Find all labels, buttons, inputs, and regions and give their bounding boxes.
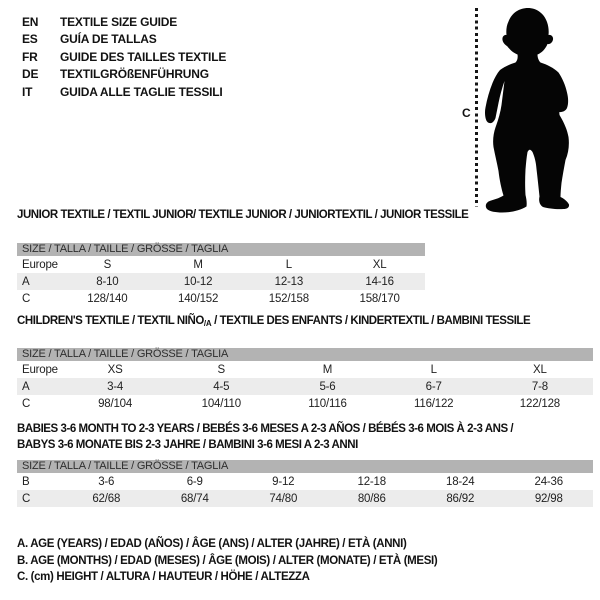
age-cell: 12-18 xyxy=(357,475,386,488)
age-cell: 6-9 xyxy=(186,475,203,488)
size-table-header: SIZE / TALLA / TAILLE / GRÖSSE / TAGLIA xyxy=(17,243,425,256)
baby-silhouette-icon xyxy=(484,8,584,215)
section-babies-textile xyxy=(17,421,593,507)
height-cell: 92/98 xyxy=(534,492,563,505)
age-cell: 8-10 xyxy=(96,275,119,288)
section-title-text: / TEXTILE DES ENFANTS / KINDERTEXTIL / BAMBINI TESSILE xyxy=(211,315,531,327)
size-cell: XL xyxy=(533,363,547,376)
size-cell: S xyxy=(217,363,226,376)
table-row-height xyxy=(17,395,593,412)
section-title: JUNIOR TEXTILE / TEXTIL JUNIOR/ TEXTILE JUNIOR / JUNIORTEXTIL / JUNIOR TESSILE xyxy=(17,209,469,221)
age-cell: 24-36 xyxy=(534,475,563,488)
height-cell: 128/140 xyxy=(87,292,128,305)
size-cell: S xyxy=(103,258,112,271)
language-code: FR xyxy=(22,49,38,64)
height-cell: 116/122 xyxy=(414,397,454,410)
language-row-fr xyxy=(22,48,226,66)
size-cell: L xyxy=(285,258,292,271)
height-cell: 86/92 xyxy=(446,492,475,505)
section-title-subscript: /A xyxy=(203,319,212,328)
age-cell: 7-8 xyxy=(531,380,548,393)
age-cell: 14-16 xyxy=(365,275,394,288)
language-code: DE xyxy=(22,67,39,82)
language-row-it xyxy=(22,83,226,101)
babies-size-table xyxy=(17,460,593,507)
age-cell: 3-4 xyxy=(107,380,124,393)
language-title-list xyxy=(22,13,226,101)
baby-figure xyxy=(458,6,593,218)
section-title-line1: BABIES 3-6 MONTH TO 2-3 YEARS / BEBÉS 3-6 MESES A 2-3 AÑOS / BÉBÉS 3-6 MOIS À 2-3 ANS / xyxy=(17,423,514,435)
age-cell: 3-6 xyxy=(98,475,115,488)
table-row-age-years xyxy=(17,273,425,290)
size-cell: XL xyxy=(372,258,387,271)
footnote-height: C. (cm) HEIGHT / ALTURA / HAUTEUR / HÖHE / ALTEZZA xyxy=(17,571,310,583)
language-row-de xyxy=(22,66,226,84)
age-cell: 5-6 xyxy=(319,380,336,393)
language-row-en xyxy=(22,13,226,31)
height-cell: 158/170 xyxy=(359,292,400,305)
language-title: TEXTILGRÖßENFÜHRUNG xyxy=(60,67,209,82)
table-row-height xyxy=(17,290,425,307)
height-dotted-line xyxy=(475,8,478,207)
row-label: B xyxy=(22,475,30,488)
section-junior-textile xyxy=(17,207,469,307)
footnote-age-years: A. AGE (YEARS) / EDAD (AÑOS) / ÂGE (ANS) / ALTER (JAHRE) / ETÀ (ANNI) xyxy=(17,538,407,550)
height-cell: 122/128 xyxy=(519,397,560,410)
language-title: GUÍA DE TALLAS xyxy=(60,32,157,47)
height-cell: 110/116 xyxy=(308,397,347,410)
table-row-europe xyxy=(17,256,425,273)
age-cell: 9-12 xyxy=(272,475,295,488)
row-label: C xyxy=(22,292,31,305)
row-label: Europe xyxy=(22,258,58,271)
section-children-textile xyxy=(17,313,593,412)
height-cell: 68/74 xyxy=(180,492,209,505)
legend-footnotes xyxy=(17,536,437,586)
language-title: GUIDE DES TAILLES TEXTILE xyxy=(60,49,227,64)
children-size-table xyxy=(17,348,593,412)
size-table-header: SIZE / TALLA / TAILLE / GRÖSSE / TAGLIA xyxy=(17,460,593,473)
language-title: TEXTILE SIZE GUIDE xyxy=(60,14,178,29)
height-cell: 152/158 xyxy=(268,292,309,305)
language-code: EN xyxy=(22,14,39,29)
row-label: Europe xyxy=(22,363,58,376)
height-cell: 80/86 xyxy=(357,492,386,505)
table-row-age-years xyxy=(17,378,593,395)
footnote-age-months: B. AGE (MONTHS) / EDAD (MESES) / ÂGE (MOIS) / ALTER (MONATE) / ETÀ (MESI) xyxy=(17,554,438,567)
height-cell: 104/110 xyxy=(201,397,241,410)
size-cell: M xyxy=(322,363,333,376)
section-title-line2: BABYS 3-6 MONATE BIS 2-3 JAHRE / BAMBINI 3-6 MESI A 2-3 ANNI xyxy=(17,439,358,451)
age-cell: 10-12 xyxy=(183,275,213,288)
language-code: IT xyxy=(22,84,33,99)
age-cell: 12-13 xyxy=(274,275,304,288)
language-title: GUIDA ALLE TAGLIE TESSILI xyxy=(60,84,223,99)
table-row-height xyxy=(17,490,593,507)
row-label: C xyxy=(22,492,31,505)
row-label: A xyxy=(22,380,30,393)
height-cell: 140/152 xyxy=(178,292,219,305)
table-row-age-months xyxy=(17,473,593,490)
height-cell: 74/80 xyxy=(269,492,298,505)
age-cell: 18-24 xyxy=(446,475,475,488)
junior-size-table xyxy=(17,243,425,307)
language-code: ES xyxy=(22,32,38,47)
row-label: C xyxy=(22,397,31,410)
row-label: A xyxy=(22,275,30,288)
size-cell: XS xyxy=(107,363,123,376)
height-measure-label: C xyxy=(462,106,471,120)
height-cell: 62/68 xyxy=(92,492,121,505)
age-cell: 4-5 xyxy=(213,380,230,393)
table-row-europe xyxy=(17,361,593,378)
age-cell: 6-7 xyxy=(425,380,442,393)
height-cell: 98/104 xyxy=(98,397,133,410)
section-title-text: CHILDREN'S TEXTILE / TEXTIL NIÑO xyxy=(17,315,204,327)
size-cell: L xyxy=(430,363,437,376)
size-table-header: SIZE / TALLA / TAILLE / GRÖSSE / TAGLIA xyxy=(17,348,593,361)
size-cell: M xyxy=(193,258,203,271)
language-row-es xyxy=(22,31,226,49)
section-title xyxy=(17,313,593,332)
